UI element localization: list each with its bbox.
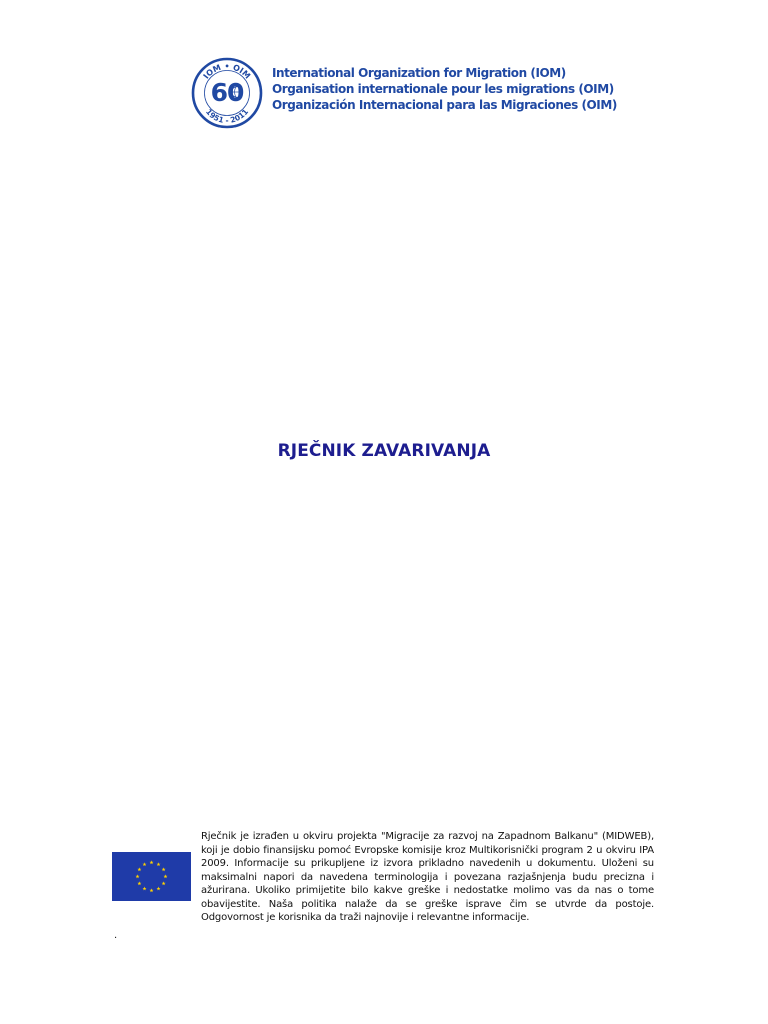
org-name-english: International Organization for Migration (IOM) <box>272 66 566 80</box>
logo-arc-top: IOM • OIM <box>201 62 253 81</box>
organization-names <box>272 65 617 113</box>
funding-disclaimer: Rječnik je izrađen u okviru projekta "Migracije za razvoj na Zapadnom Balkanu" (MIDWEB), koji je dobio finansijsku pomoć Evropske komisije kroz Multikorisnički program 2 u okviru IPA 2009. Informacije su prikupljene iz izvora prikladno navedenih u dokumentu. Uloženi su maksimalni napori da navedena terminologija i povezana razjašnjenja budu precizna i ažurirana. Ukoliko primijetite bilo kakve greške i nedostatke molimo vas da nas o tome obavijestite. Naša politika nalaže da se greške isprave čim se utvrde da postoje. Odgovornost je korisnika da traži najnovije i relevantne informacije. <box>201 831 654 923</box>
iom-logo-icon <box>191 57 263 129</box>
eu-flag-icon <box>112 852 191 901</box>
org-name-french: Organisation internationale pour les migrations (OIM) <box>272 82 614 96</box>
logo-arc-bottom: 1951 - 2011 <box>203 107 251 125</box>
logo-number: 60 <box>210 78 244 107</box>
letterhead <box>191 57 617 129</box>
document-title: RJEČNIK ZAVARIVANJA <box>277 441 491 461</box>
org-name-spanish: Organización Internacional para las Migraciones (OIM) <box>272 98 617 112</box>
trailing-period: . <box>114 930 118 941</box>
